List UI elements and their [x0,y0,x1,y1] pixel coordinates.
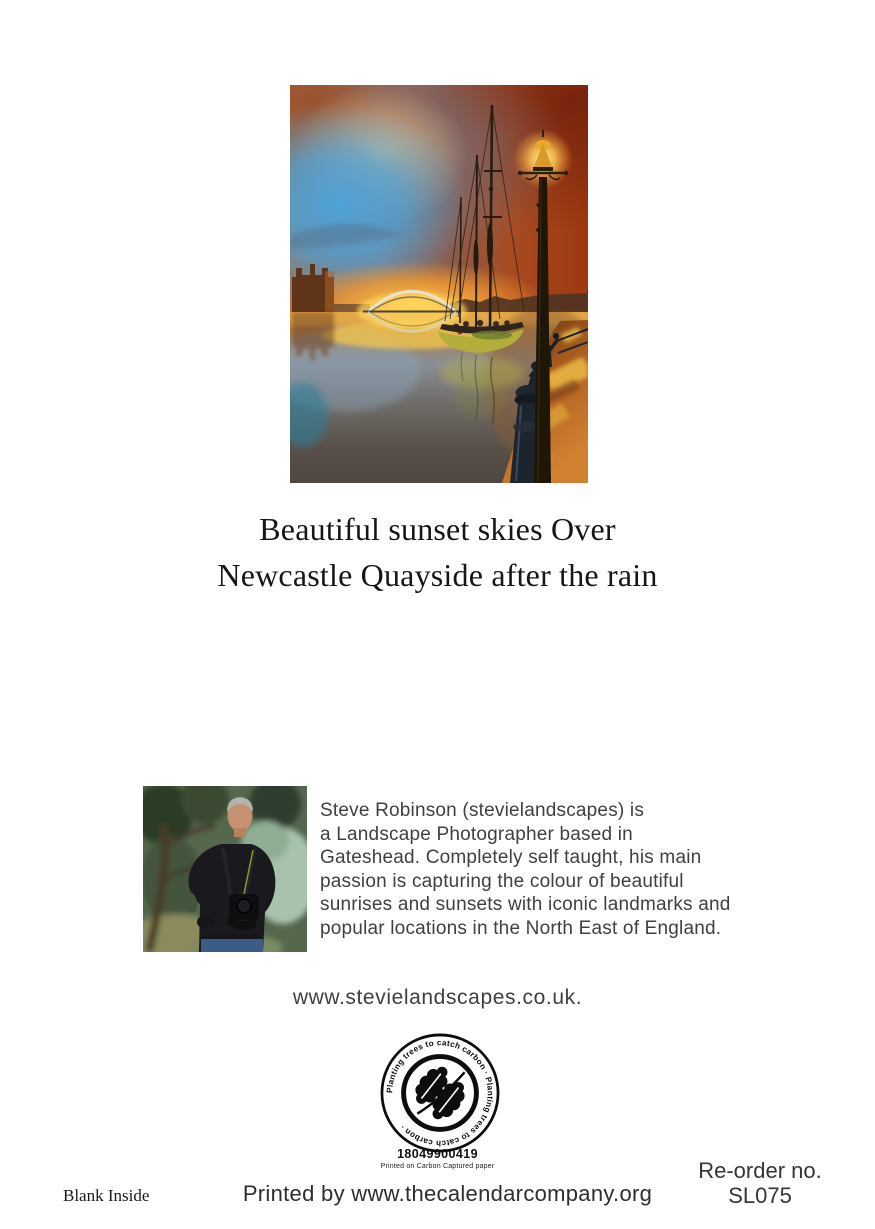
card-title [0,506,875,598]
printed-by-note: Printed by www.thecalendarcompany.org [242,1181,653,1206]
photographer-bio [320,799,760,941]
bio-line: a Landscape Photographer based in [320,823,633,845]
bio-line: Steve Robinson (stevielandscapes) is [320,800,645,821]
card-title-line1: Beautiful sunset skies Over [259,511,616,547]
carbon-capture-logo [378,1031,502,1155]
photographer-portrait-photo [143,786,307,952]
carbon-capture-stamp-icon [378,1031,502,1155]
carbon-certificate-number: 18049900419 [397,1147,478,1161]
bio-line: passion is capturing the colour of beautiful [320,870,684,892]
photographer-website: www.stevielandscapes.co.uk. [292,986,583,1009]
card-title-line2: Newcastle Quayside after the rain [217,557,658,593]
carbon-paper-caption: Printed on Carbon Captured paper [380,1163,495,1170]
reorder-code: SL075 [728,1183,792,1208]
blank-inside-note: Blank Inside [63,1186,150,1205]
reorder-info [660,1158,860,1208]
reorder-label: Re-order no. [698,1158,822,1183]
photographer-portrait-art [143,786,307,952]
quayside-sunset-photo-art [290,85,588,483]
bio-line: popular locations in the North East of England. [320,917,722,939]
castle-silhouette [292,264,334,360]
quayside-sunset-photo [290,85,588,483]
carbon-logo-ring-text: Planting trees to catch carbon · Planting trees to catch carbon · [385,1038,495,1148]
oak-leaves-icon [408,1060,472,1126]
bio-line: sunrises and sunsets with iconic landmarks and [320,894,731,916]
bio-line: Gateshead. Completely self taught, his main [320,847,702,869]
